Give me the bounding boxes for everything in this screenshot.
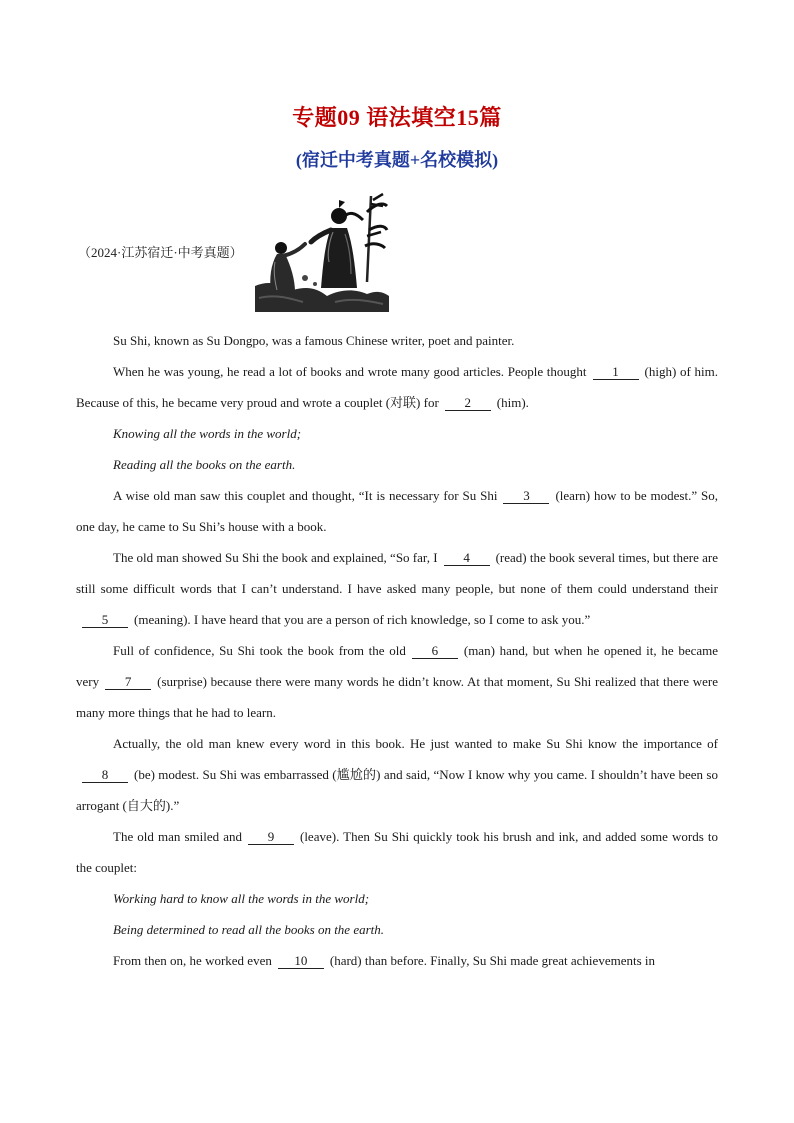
passage-paragraph-8: From then on, he worked even 10 (hard) than before. Finally, Su Shi made great achievements in [113, 953, 655, 968]
blank-2[interactable]: 2 [445, 395, 491, 411]
couplet-line-3: Working hard to know all the words in the world; [113, 891, 370, 906]
passage-paragraph-2: When he was young, he read a lot of books and wrote many good articles. People thought 1 (high) of him. Because of this, he became very proud and wrote a couplet (对联) for 2 (him). [76, 364, 718, 410]
question-source: （2024·江苏宿迁·中考真题） [78, 245, 243, 260]
blank-3[interactable]: 3 [503, 488, 549, 504]
page-title: 专题09 语法填空15篇 [292, 105, 502, 130]
page-subtitle: (宿迁中考真题+名校模拟) [295, 150, 499, 170]
passage-paragraph-1: Su Shi, known as Su Dongpo, was a famous Chinese writer, poet and painter. [113, 333, 515, 348]
passage-paragraph-5: Full of confidence, Su Shi took the book from the old 6 (man) hand, but when he opened it, he became very 7 (surprise) because there were many words he didn’t know. At that moment, Su Shi realized that there were many more things that he had to learn. [76, 643, 719, 720]
blank-10[interactable]: 10 [278, 953, 324, 969]
blank-6[interactable]: 6 [412, 643, 458, 659]
passage-paragraph-7: The old man smiled and 9 (leave). Then Su Shi quickly took his brush and ink, and added some words to the couplet: [76, 829, 718, 875]
passage-paragraph-6: Actually, the old man knew every word in this book. He just wanted to make Su Shi know the importance of8 (be) modest. Su Shi was embarrassed (尴尬的) and said, “Now I know why you came. I shouldn’t have been so arrogant (自大的).” [76, 736, 718, 813]
passage [76, 325, 718, 976]
blank-5[interactable]: 5 [82, 612, 128, 628]
blank-8[interactable]: 8 [82, 767, 128, 783]
blank-4[interactable]: 4 [444, 550, 490, 566]
blank-9[interactable]: 9 [248, 829, 294, 845]
couplet-line-2: Reading all the books on the earth. [113, 457, 296, 472]
blank-1[interactable]: 1 [593, 364, 639, 380]
blank-7[interactable]: 7 [105, 674, 151, 690]
passage-paragraph-3: A wise old man saw this couplet and thought, “It is necessary for Su Shi 3 (learn) how to be modest.” So, one day, he came to Su Shi’s house with a book. [76, 488, 719, 534]
passage-paragraph-4: The old man showed Su Shi the book and explained, “So far, I 4 (read) the book several times, but there are still some difficult words that I can’t understand. I have asked many people, but none of them could understand their5 (meaning). I have heard that you are a person of rich knowledge, so I come to ask you.” [76, 550, 718, 627]
couplet-line-4: Being determined to read all the books on the earth. [113, 922, 385, 937]
su-shi-illustration [255, 190, 389, 312]
couplet-line-1: Knowing all the words in the world; [113, 426, 302, 441]
